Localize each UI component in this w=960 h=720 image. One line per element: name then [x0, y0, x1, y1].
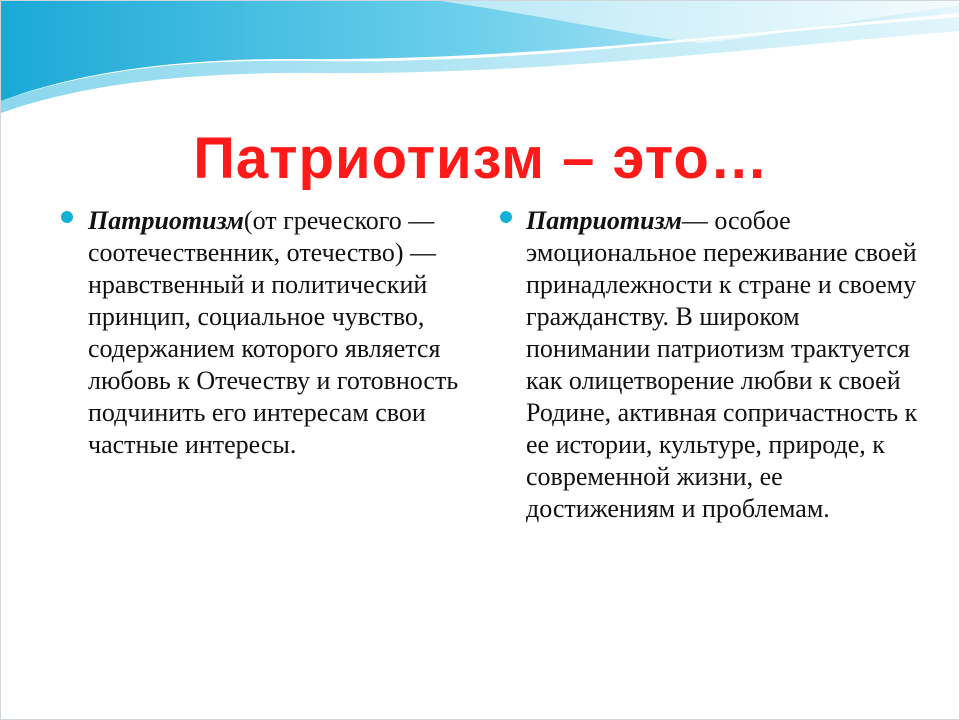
term-right: Патриотизм — [526, 206, 682, 235]
slide-title: Патриотизм – это… — [193, 126, 769, 191]
definition-body-right: — особое эмоциональное переживание своей принадлежности к стране и своему гражданству. В широком понимании патриотизм трактуется как олицетворение любви к своей Родине, активная сопричастность к ее истории, культуре, природе, к современной жизни, ее достижениям и проблемам. — [526, 206, 918, 523]
bullet-icon — [500, 211, 512, 223]
definition-right — [498, 205, 918, 525]
definition-text-left — [88, 205, 481, 461]
bullet-icon — [61, 211, 73, 223]
wave-decoration-icon — [1, 1, 960, 121]
term-left: Патриотизм — [88, 206, 244, 235]
definition-body-left: (от греческого — соотечественник, отечество) — нравственный и политический принцип, социальное чувство, содержанием которого является любовь к Отечеству и готовность подчинить его интересам свои частные интересы. — [88, 206, 459, 459]
definition-left — [61, 205, 481, 461]
definition-text-right — [526, 205, 918, 525]
